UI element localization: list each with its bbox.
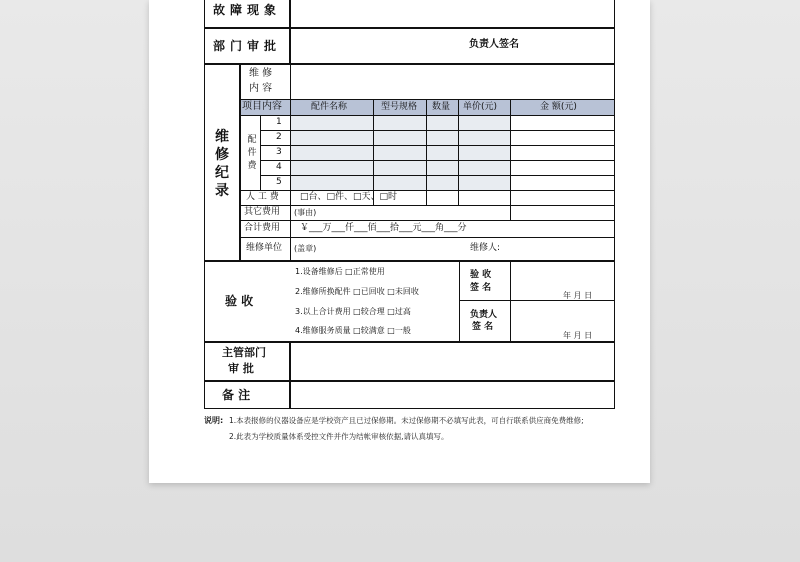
remarks-label: 备 注 (222, 388, 251, 402)
col-model-header: 型号规格 (381, 102, 418, 112)
acceptance-date: 年 月 日 (563, 291, 593, 300)
part-row-4: 4 (276, 162, 282, 172)
note-1: 1.本表报修的仪器设备应是学校资产且已过保修期。未过保修期不必填写此表，可自行联系供应商免费维修; (229, 416, 584, 425)
fault-label: 故障现象 (213, 3, 282, 17)
part-row-5: 5 (276, 177, 282, 187)
repairer-label: 维修人: (470, 243, 501, 253)
checklist-item-2: 2.维修所换配件 □已回收 □未回收 (295, 287, 419, 296)
part-row-1: 1 (276, 117, 282, 127)
col-price-header: 单价(元) (463, 102, 498, 112)
repair-unit-label: 维修单位 (246, 243, 283, 253)
acceptance-label: 验 收 (225, 294, 254, 308)
part-row-3: 3 (276, 147, 282, 157)
col-part-name-header: 配件名称 (311, 102, 348, 112)
col-item-header: 项目内容 (242, 101, 282, 112)
col-amount-header: 金 额(元) (540, 102, 577, 112)
labor-label: 人 工 费 (246, 192, 279, 202)
notes-title: 说明: (204, 416, 224, 425)
supervisor-label-1: 主管部门 (222, 346, 266, 359)
other-fee-reason: (事由) (294, 208, 317, 217)
acceptance-sign-label-2: 签 名 (470, 283, 492, 293)
other-fee-label: 其它费用 (244, 207, 281, 217)
supervisor-label-2: 审 批 (228, 362, 254, 375)
note-2: 2.此表为学校质量体系受控文件并作为结帐审核依据,请认真填写。 (229, 432, 449, 441)
col-qty-header: 数量 (432, 102, 451, 112)
labor-options: □台、□件、□天、□时 (300, 192, 398, 202)
responsible-sign-label: 负责人签名 (469, 39, 519, 50)
repair-unit-stamp: (盖章) (294, 244, 317, 253)
acceptance-sign-label-1: 验 收 (470, 270, 492, 280)
total-fee-label: 合计费用 (244, 223, 281, 233)
responsible-sign-label-2: 签 名 (472, 322, 494, 332)
checklist-item-4: 4.维修服务质量 □较满意 □一般 (295, 326, 411, 335)
total-fee-amount: ￥___万___仟___佰___拾___元___角___分 (300, 223, 467, 233)
checklist-item-3: 3.以上合计费用 □较合理 □过高 (295, 307, 411, 316)
dept-approval-label: 部门审批 (213, 39, 282, 53)
part-row-2: 2 (276, 132, 282, 142)
repair-record-label: 维修纪录 (215, 129, 229, 199)
responsible-date: 年 月 日 (563, 331, 593, 340)
checklist-item-1: 1.设备维修后 □正常使用 (295, 267, 385, 276)
repair-content-label-2: 内 容 (249, 83, 273, 94)
repair-content-label-1: 维 修 (249, 68, 273, 79)
parts-fee-label: 配件费 (247, 135, 257, 171)
responsible-sign-label-1: 负责人 (470, 310, 498, 320)
